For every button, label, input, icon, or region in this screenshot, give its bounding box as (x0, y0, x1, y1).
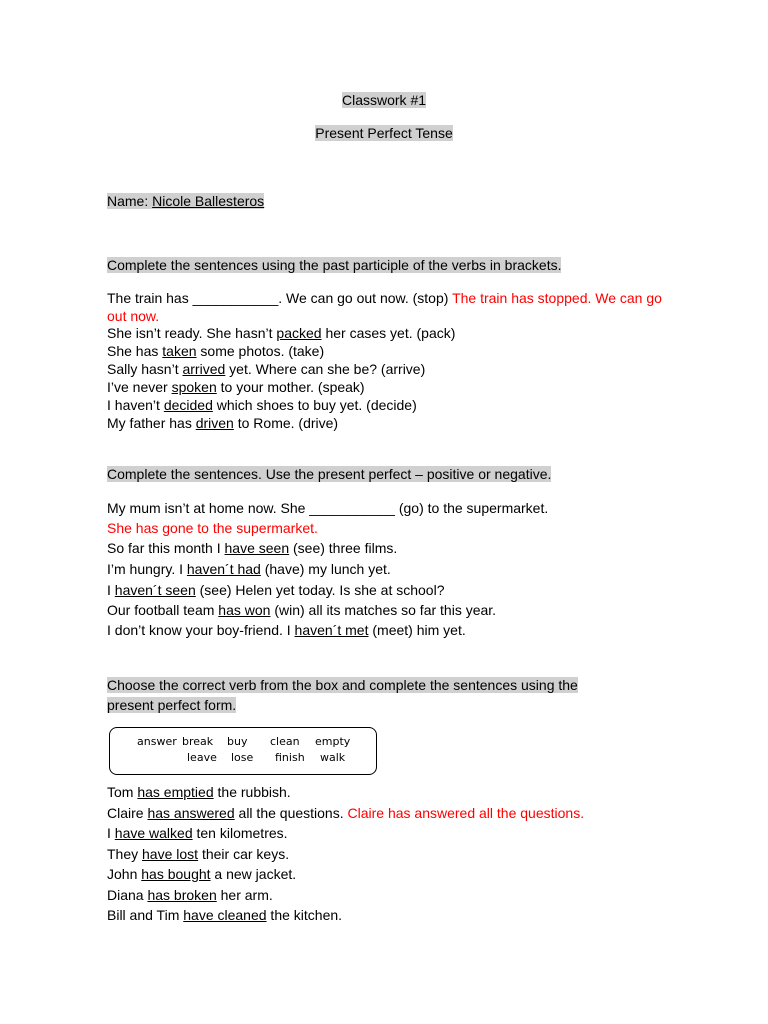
answer-text: have seen (224, 540, 290, 556)
box-word: lose (231, 751, 254, 764)
box-word: answer (137, 735, 177, 748)
answer-text: driven (195, 415, 234, 431)
answer-text: have lost (142, 846, 199, 862)
list-item: She has taken some photos. (take) (107, 343, 325, 359)
section2-instruction: Complete the sentences. Use the present perfect – positive or negative. (107, 466, 552, 482)
list-item: I haven´t seen (see) Helen yet today. Is she at school? (107, 582, 445, 598)
answer-text: spoken (171, 379, 217, 395)
example-answer: The train has stopped. We can go out now. (107, 290, 662, 324)
answer-text: has won (218, 602, 271, 618)
list-item: I’ve never spoken to your mother. (speak) (107, 379, 365, 395)
name-value: Nicole Ballesteros (152, 193, 265, 209)
list-item: They have lost their car keys. (107, 846, 290, 862)
verb-word-box (109, 727, 377, 775)
student-name-line (107, 192, 264, 210)
list-item: Claire has answered all the questions. Claire has answered all the questions. (107, 805, 585, 821)
list-item: Our football team has won (win) all its matches so far this year. (107, 602, 497, 618)
section2-example: My mum isn’t at home now. She ___________ (go) to the supermarket. (107, 500, 549, 516)
list-item: I have walked ten kilometres. (107, 825, 288, 841)
answer-text: haven´t seen (114, 582, 196, 598)
answer-text: taken (162, 343, 197, 359)
section3-instruction: Choose the correct verb from the box and complete the sentences using the (107, 677, 578, 693)
list-item: My father has driven to Rome. (drive) (107, 415, 339, 431)
answer-text: decided (163, 397, 213, 413)
answer-text: has bought (141, 866, 211, 882)
box-word: buy (227, 735, 248, 748)
list-item: I’m hungry. I haven´t had (have) my lunch yet. (107, 561, 391, 577)
example-answer: Claire has answered all the questions. (347, 805, 585, 821)
box-word: leave (187, 751, 217, 764)
answer-text: has broken (147, 887, 217, 903)
answer-text: haven´t met (294, 622, 369, 638)
answer-text: packed (276, 325, 322, 341)
box-word: break (182, 735, 214, 748)
document-subtitle: Present Perfect Tense (315, 125, 453, 141)
list-item: Sally hasn’t arrived yet. Where can she be? (arrive) (107, 361, 426, 377)
list-item: She isn’t ready. She hasn’t packed her cases yet. (pack) (107, 325, 456, 341)
list-item: John has bought a new jacket. (107, 866, 297, 882)
list-item: Tom has emptied the rubbish. (107, 784, 291, 800)
answer-text: have walked (114, 825, 193, 841)
list-item: I don’t know your boy-friend. I haven´t met (meet) him yet. (107, 622, 466, 638)
box-word: walk (320, 751, 346, 764)
answer-text: haven´t had (186, 561, 261, 577)
answer-text: has emptied (137, 784, 214, 800)
list-item: So far this month I have seen (see) three films. (107, 540, 398, 556)
section2-example-answer: She has gone to the supermarket. (107, 520, 318, 536)
answer-text: has answered (147, 805, 235, 821)
document-title: Classwork #1 (341, 92, 427, 108)
section3-instruction-line2: present perfect form. (107, 697, 237, 713)
box-word: empty (315, 735, 351, 748)
section1-example: The train has ___________. We can go out now. (stop) The train has stopped. We can go out now. (107, 290, 662, 324)
box-word: clean (270, 735, 300, 748)
name-label: Name: (107, 193, 149, 209)
answer-text: arrived (182, 361, 226, 377)
list-item: Bill and Tim have cleaned the kitchen. (107, 907, 343, 923)
list-item: Diana has broken her arm. (107, 887, 273, 903)
box-word: finish (275, 751, 305, 764)
section1-instruction: Complete the sentences using the past participle of the verbs in brackets. (107, 257, 562, 273)
answer-text: have cleaned (183, 907, 267, 923)
list-item: I haven’t decided which shoes to buy yet. (decide) (107, 397, 417, 413)
